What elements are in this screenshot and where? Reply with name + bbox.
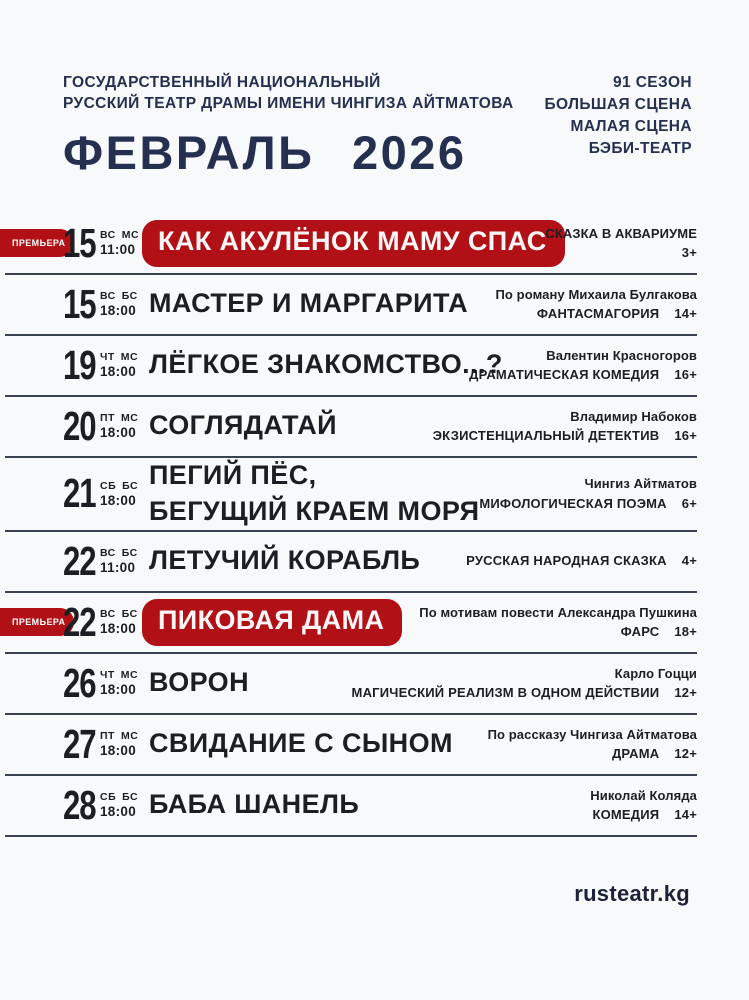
event-day: 26 [63,659,96,706]
event-info [433,407,697,446]
event-genre-line [479,494,697,514]
event-note: По роману Михаила Булгакова [495,286,697,302]
event-info [352,664,697,703]
event-age-rating: 12+ [674,685,697,701]
theater-name [63,72,514,115]
event-genre-line [433,426,697,446]
event-title: СВИДАНИЕ С СЫНОМ [149,728,453,759]
event-time: 18:00 [100,364,137,380]
event-time: 18:00 [100,682,137,698]
event-time: 18:00 [100,743,137,759]
event-info [590,786,697,825]
event-dow-stage: ПТ МС [100,730,139,743]
poster-header [0,0,749,180]
event-time: 18:00 [100,303,137,319]
event-date [63,721,149,768]
event-note: Карло Гоцци [614,665,697,681]
event-genre: ФАРС [620,624,660,640]
event-dow-stage: СБ БС [100,479,139,492]
event-row [5,654,697,715]
event-note: Чингиз Айтматов [584,476,697,492]
event-info [466,551,697,571]
event-day: 15 [63,280,96,327]
event-genre: МИФОЛОГИЧЕСКАЯ ПОЭМА [479,495,667,511]
event-dow-stage: ВС МС [100,229,140,242]
event-date [63,599,149,646]
event-title: КАК АКУЛЁНОК МАМУ СПАС [142,220,531,267]
header-left [63,72,514,180]
event-day: 19 [63,341,96,388]
event-row [5,397,697,458]
header-right [545,72,693,160]
stage-label-baby: БЭБИ-ТЕАТР [588,140,692,157]
event-row [5,214,697,275]
event-date [63,470,149,517]
event-dow-stage: ВС БС [100,608,138,621]
event-row [5,776,697,837]
premiere-badge: ПРЕМЬЕРА [0,608,74,636]
event-info [495,285,697,324]
event-genre-line [545,243,697,263]
event-age-rating: 12+ [674,746,697,762]
premiere-badge: ПРЕМЬЕРА [0,229,74,257]
event-genre: ЭКЗИСТЕНЦИАЛЬНЫЙ ДЕТЕКТИВ [432,428,660,444]
event-time: 18:00 [100,425,137,441]
event-genre-line [352,683,697,703]
event-dow-stage: ВС БС [100,290,138,303]
event-date [63,342,149,389]
event-title: ПЕГИЙ ПЁС, БЕГУЩИЙ КРАЕМ МОРЯ [149,459,480,526]
event-date [63,538,149,585]
event-day: 22 [63,598,96,645]
event-note: По рассказу Чингиза Айтматова [487,726,697,742]
event-day: 22 [63,537,96,584]
stage-label-small: МАЛАЯ СЦЕНА [570,118,692,135]
event-day: 27 [63,720,96,767]
event-age-rating: 16+ [674,367,697,383]
event-title: ВОРОН [149,667,249,698]
event-genre: КОМЕДИЯ [592,807,660,823]
event-note: Владимир Набоков [570,408,697,424]
event-genre-line [466,551,697,571]
event-time: 18:00 [100,621,137,637]
event-title: СОГЛЯДАТАЙ [149,410,337,441]
event-row [5,458,697,532]
event-age-rating: 14+ [674,807,697,823]
event-info [488,725,697,764]
event-dow-stage: ЧТ МС [100,669,139,682]
event-note: По мотивам повести Александра Пушкина [419,604,697,620]
event-row [5,715,697,776]
event-info [419,603,697,642]
event-day: 28 [63,781,96,828]
event-title: МАСТЕР И МАРГАРИТА [149,288,469,319]
event-genre: ДРАМА [611,746,660,762]
stage-label-big: БОЛЬШАЯ СЦЕНА [544,96,692,113]
event-note: Николай Коляда [590,787,697,803]
event-note: Валентин Красногоров [546,347,697,363]
event-info [469,346,697,385]
schedule [0,214,749,837]
event-genre: ДРАМАТИЧЕСКАЯ КОМЕДИЯ [469,367,660,383]
event-genre-line [488,744,697,764]
event-dow-stage: ЧТ МС [100,351,139,364]
event-note: СКАЗКА В АКВАРИУМЕ [545,225,697,241]
event-row [5,275,697,336]
poster-footer [0,881,690,907]
event-day: 20 [63,402,96,449]
event-time: 11:00 [100,242,136,258]
event-genre-line [469,365,697,385]
event-genre: МАГИЧЕСКИЙ РЕАЛИЗМ В ОДНОМ ДЕЙСТВИИ [351,685,660,701]
event-time: 18:00 [100,492,137,508]
season-label: 91 СЕЗОН [612,74,692,91]
event-genre: ФАНТАСМАГОРИЯ [536,306,660,322]
event-row [5,336,697,397]
event-time: 18:00 [100,804,137,820]
event-genre-line [495,304,697,324]
event-date [63,660,149,707]
event-day: 21 [63,470,96,517]
event-age-rating: 4+ [681,553,697,569]
event-age-rating: 14+ [674,306,697,322]
event-info [479,474,697,513]
event-genre: РУССКАЯ НАРОДНАЯ СКАЗКА [466,553,667,569]
event-date [63,782,149,829]
event-title: БАБА ШАНЕЛЬ [149,789,360,820]
event-dow-stage: СБ БС [100,791,139,804]
website-url: rusteatr.kg [574,880,690,906]
event-dow-stage: ВС БС [100,547,138,560]
event-age-rating: 6+ [681,495,697,511]
event-genre-line [590,805,697,825]
event-age-rating: 3+ [681,245,697,261]
month-title: ФЕВРАЛЬ 2026 [63,125,467,179]
event-row [5,532,697,593]
event-date [63,281,149,328]
event-genre-line [419,622,697,642]
event-row [5,593,697,654]
event-day: 15 [63,219,96,266]
event-dow-stage: ПТ МС [100,412,139,425]
event-age-rating: 16+ [674,428,697,444]
event-date [63,403,149,450]
event-date [63,220,149,267]
event-title: ЛЕТУЧИЙ КОРАБЛЬ [149,545,421,576]
event-title: ЛЁГКОЕ ЗНАКОМСТВО...? [149,349,503,380]
event-time: 11:00 [100,560,136,576]
event-info [545,224,697,263]
event-age-rating: 18+ [674,624,697,640]
event-title: ПИКОВАЯ ДАМА [142,599,405,646]
theater-name-line2: РУССКИЙ ТЕАТР ДРАМЫ ИМЕНИ ЧИНГИЗА АЙТМАТОВА [63,95,514,113]
theater-name-line1: ГОСУДАРСТВЕННЫЙ НАЦИОНАЛЬНЫЙ [63,74,381,91]
